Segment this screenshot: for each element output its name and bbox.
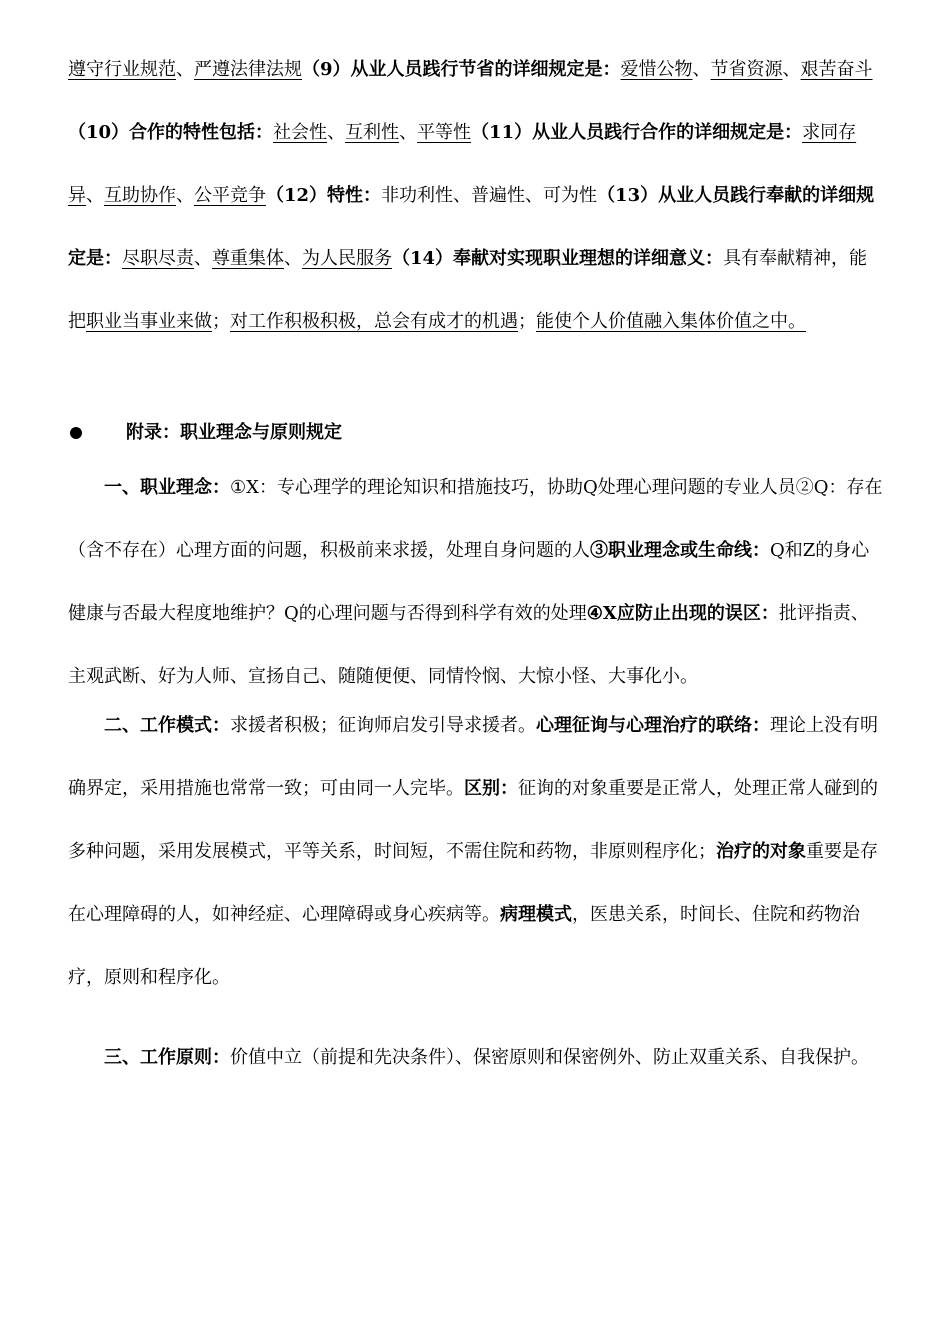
section-work-principles: [68, 1026, 884, 1089]
term-underlined: 遵守行业规范: [68, 59, 176, 80]
plain-text: 具有奉献精神，能把: [68, 248, 868, 332]
separator: 、: [86, 185, 104, 206]
term-underlined: 尊重集体: [212, 248, 284, 269]
heading-inline: ③职业理念或生命线：: [590, 540, 770, 561]
term-underlined: 为人民服务: [302, 248, 392, 269]
separator: 、: [692, 59, 711, 80]
plain-text: 征询的对象重要是正常人，处理正常人碰到的多种问题，采用发展模式，平等关系，时间短，不需住院和药物，非原则程序化；: [68, 778, 878, 862]
plain-text: 重要是存在心理障碍的人，如神经症、心理障碍或身心疾病等。: [68, 841, 878, 925]
term-underlined: 节省资源: [710, 59, 783, 80]
appendix-bullet: [68, 417, 884, 449]
term-underlined: 平等性: [417, 122, 472, 143]
term-underlined: 互助协作: [104, 185, 176, 206]
term-underlined: 艰苦奋斗: [800, 59, 873, 80]
heading-inline: 病理模式: [500, 904, 572, 925]
section-heading: 三、工作原则：: [104, 1047, 230, 1068]
heading-inline: 心理征询与心理治疗的联络：: [536, 715, 770, 736]
term-underlined: 爱惜公物: [620, 59, 693, 80]
plain-text: ，医患关系，时间长、住院和药物治疗，原则和程序化。: [68, 904, 860, 988]
term-underlined: 严遵法律法规: [194, 59, 302, 80]
section-heading: 二、工作模式：: [104, 715, 230, 736]
heading-inline: （10）合作的特性包括：: [68, 122, 274, 143]
section-career-philosophy: [68, 456, 884, 708]
term-underlined: 尽职尽责: [122, 248, 194, 269]
heading-inline: 治疗的对象: [716, 841, 806, 862]
term-underlined: 互利性: [345, 122, 400, 143]
plain-text: Q和Z的身心健康与否最大程度地维护？Q的心理问题与否得到科学有效的处理: [68, 540, 870, 624]
plain-text: 求援者积极；征询师启发引导求援者。: [230, 715, 536, 736]
heading-inline: （12）特性：: [266, 185, 382, 206]
plain-text: 理论上没有明确界定，采用措施也常常一致；可由同一人完毕。: [68, 715, 878, 799]
heading-inline: （11）从业人员践行合作的详细规定是：: [471, 122, 803, 143]
term-underlined: 社会性: [273, 122, 328, 143]
paragraph-virtues: [68, 38, 884, 353]
plain-text: 价值中立（前提和先决条件）、保密原则和保密例外、防止双重关系、自我保护。: [230, 1047, 869, 1068]
plain-text: 批评指责、主观武断、好为人师、宣扬自己、随随便便、同情怜悯、大惊小怪、大事化小。: [68, 603, 869, 687]
section-work-mode: [68, 694, 884, 1009]
heading-inline: 区别：: [464, 778, 518, 799]
separator: 、: [176, 59, 194, 80]
separator: 、: [176, 185, 194, 206]
plain-text: ①X：专心理学的理论知识和措施技巧，协助Q处理心理问题的专业人员②Q：存在（含不存在）心理方面的问题，积极前来求援，处理自身问题的人: [68, 477, 883, 561]
section-heading: 一、职业理念：: [104, 477, 230, 498]
separator: ；: [518, 311, 536, 332]
plain-text: 非功利性、普遍性、可为性: [381, 185, 598, 206]
term-underlined: 对工作积极积极，总会有成才的机遇: [230, 311, 518, 332]
separator: 、: [782, 59, 801, 80]
appendix-title: 附录：职业理念与原则规定: [126, 422, 342, 443]
heading-inline: （13）从业人员践行奉献的详细规定是：: [68, 185, 875, 269]
separator: 、: [284, 248, 302, 269]
heading-inline: （9）从业人员践行节省的详细规定是：: [302, 59, 621, 80]
heading-inline: （14）奉献对实现职业理想的详细意义：: [392, 248, 724, 269]
term-underlined: 能使个人价值融入集体价值之中。: [536, 311, 806, 332]
separator: 、: [399, 122, 418, 143]
separator: ；: [212, 311, 230, 332]
separator: 、: [194, 248, 212, 269]
term-underlined: 公平竞争: [194, 185, 266, 206]
term-underlined: 求同存异: [68, 122, 857, 206]
bullet-icon: [70, 427, 82, 439]
heading-inline: ④X应防止出现的误区：: [586, 603, 779, 624]
separator: 、: [327, 122, 346, 143]
term-underlined: 职业当事业来做: [86, 311, 212, 332]
